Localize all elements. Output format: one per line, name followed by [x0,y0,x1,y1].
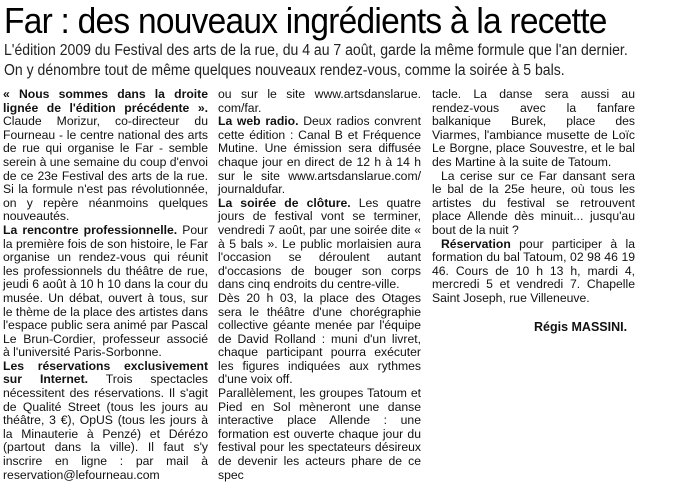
headline: Far : des nouveaux ingrédients à la recette [4,0,607,41]
reservations-body: Trois spectacles nécessitent des réservations. Il s'agit de Qualité Street (tous les jours au théâtre, 3 €), OpUS (tous les jours à la Minauterie à Penzé) et Dérézo (partout dans la ville). Il faut s'y inscrire en ligne : par mail à reservation@lefourneau.com [3,372,208,482]
paragraph-webradio [218,115,421,197]
paragraph-reservation-bal [432,238,635,306]
cloture-body: Les quatre jours de festival vont se terminer, vendredi 7 août, par une soirée dite « à 5 bals ». Le public morlaisien aura l'occasion se déroulent autant d'occasions de bouger son corps dans cinq endroits du centre-ville. [218,195,421,292]
paragraph-otages: Dès 20 h 03, la place des Otages sera le théâtre d'une chorégraphie collective géante menée par l'équipe de David Rolland : muni d'un livret, chaque participant pourra exécuter les figures indiquées aux rythmes d'une voix off. [218,290,421,387]
standfirst-line-2: On y dénombre tout de même quelques nouveaux rendez-vous, comme la soirée à 5 bals. [4,62,565,79]
reservation-bal-heading: Réservation [441,236,511,251]
paragraph-reservations-cont: ou sur le site www.artsdanslarue.​com/far. [218,87,421,115]
byline: Régis MASSINI. [534,320,628,334]
paragraph-parallelement: Parallèlement, les groupes Tatoum et Pied en Sol mèneront une danse interactive place Allende : une formation est ouverte chaque jour du festival pour les spectateurs désireux de devenir les acteurs phare de ce spec [218,386,421,482]
intro-quote: « Nous sommes dans la droite lignée de l'édition précédente ». [3,87,208,115]
paragraph-cerise: La cerise sur ce Far dansant sera le bal de la 25e heure, où tous les artistes du festival se retrouvent place Allende dès minuit... jusqu'au bout de la nuit ? [432,168,635,237]
rencontre-body: Pour la première fois de son histoire, le Far organise un rendez-vous qui réunit les professionnels du théâtre de rue, jeudi 6 août à 10 h 10 dans la cour du musée. Un débat, ouvert à tous, sur le thème de la place des artistes dans l'espace public sera animé par Pascal Le Brun-Cordier, professeur associé à l'université Paris-Sorbonne. [3,222,208,360]
column-2 [218,88,421,482]
paragraph-intro [3,88,208,224]
standfirst-line-1: L'édition 2009 du Festival des arts de la rue, du 4 au 7 août, garde la même formule que l'an dernier. [4,42,628,59]
paragraph-rencontre [3,224,208,360]
cloture-heading: La soirée de clôture. [218,195,351,210]
standfirst [4,41,656,81]
paragraph-reservations [3,360,208,482]
webradio-body: Deux radios convrent cette édition : Canal B et Fréquence Mutine. Une émission sera diffusée chaque jour en direct de 12 h à 14 h sur le site www.artsdanslarue.com/​journaldufar. [218,114,421,197]
paragraph-cloture [218,197,421,292]
reservation-bal-body: pour participer à la formation du bal Tatoum, 02 98 46 19 46. Cours de 10 h 13 h, mardi 4, mercredi 5 et vendredi 7. Chapelle Saint Joseph, rue Villeneuve. [432,236,635,305]
webradio-heading: La web radio. [218,114,299,129]
intro-body: Claude Morizur, co-directeur du Fourneau - le centre national des arts de rue qui organise le Far - semble serein à une semaine du coup d'envoi de ce 23e Festival des arts de la rue. Si la formule n'est pas révolutionnée, on y repère néanmoins quelques nouveautés. [3,114,208,224]
column-3 [432,88,635,306]
rencontre-heading: La rencontre professionnelle. [3,222,178,237]
paragraph-parallelement-cont: tacle. La danse sera aussi au rendez-vous avec la fanfare balkanique Burek, place des Viarmes, l'ambiance musette de Loïc Le Borgne, place Souvestre, et le bal des Martine à la suite de Tatoum. [432,87,635,169]
column-1 [3,88,208,482]
reservations-heading: Les réservations exclusivement sur Internet. [3,358,208,387]
